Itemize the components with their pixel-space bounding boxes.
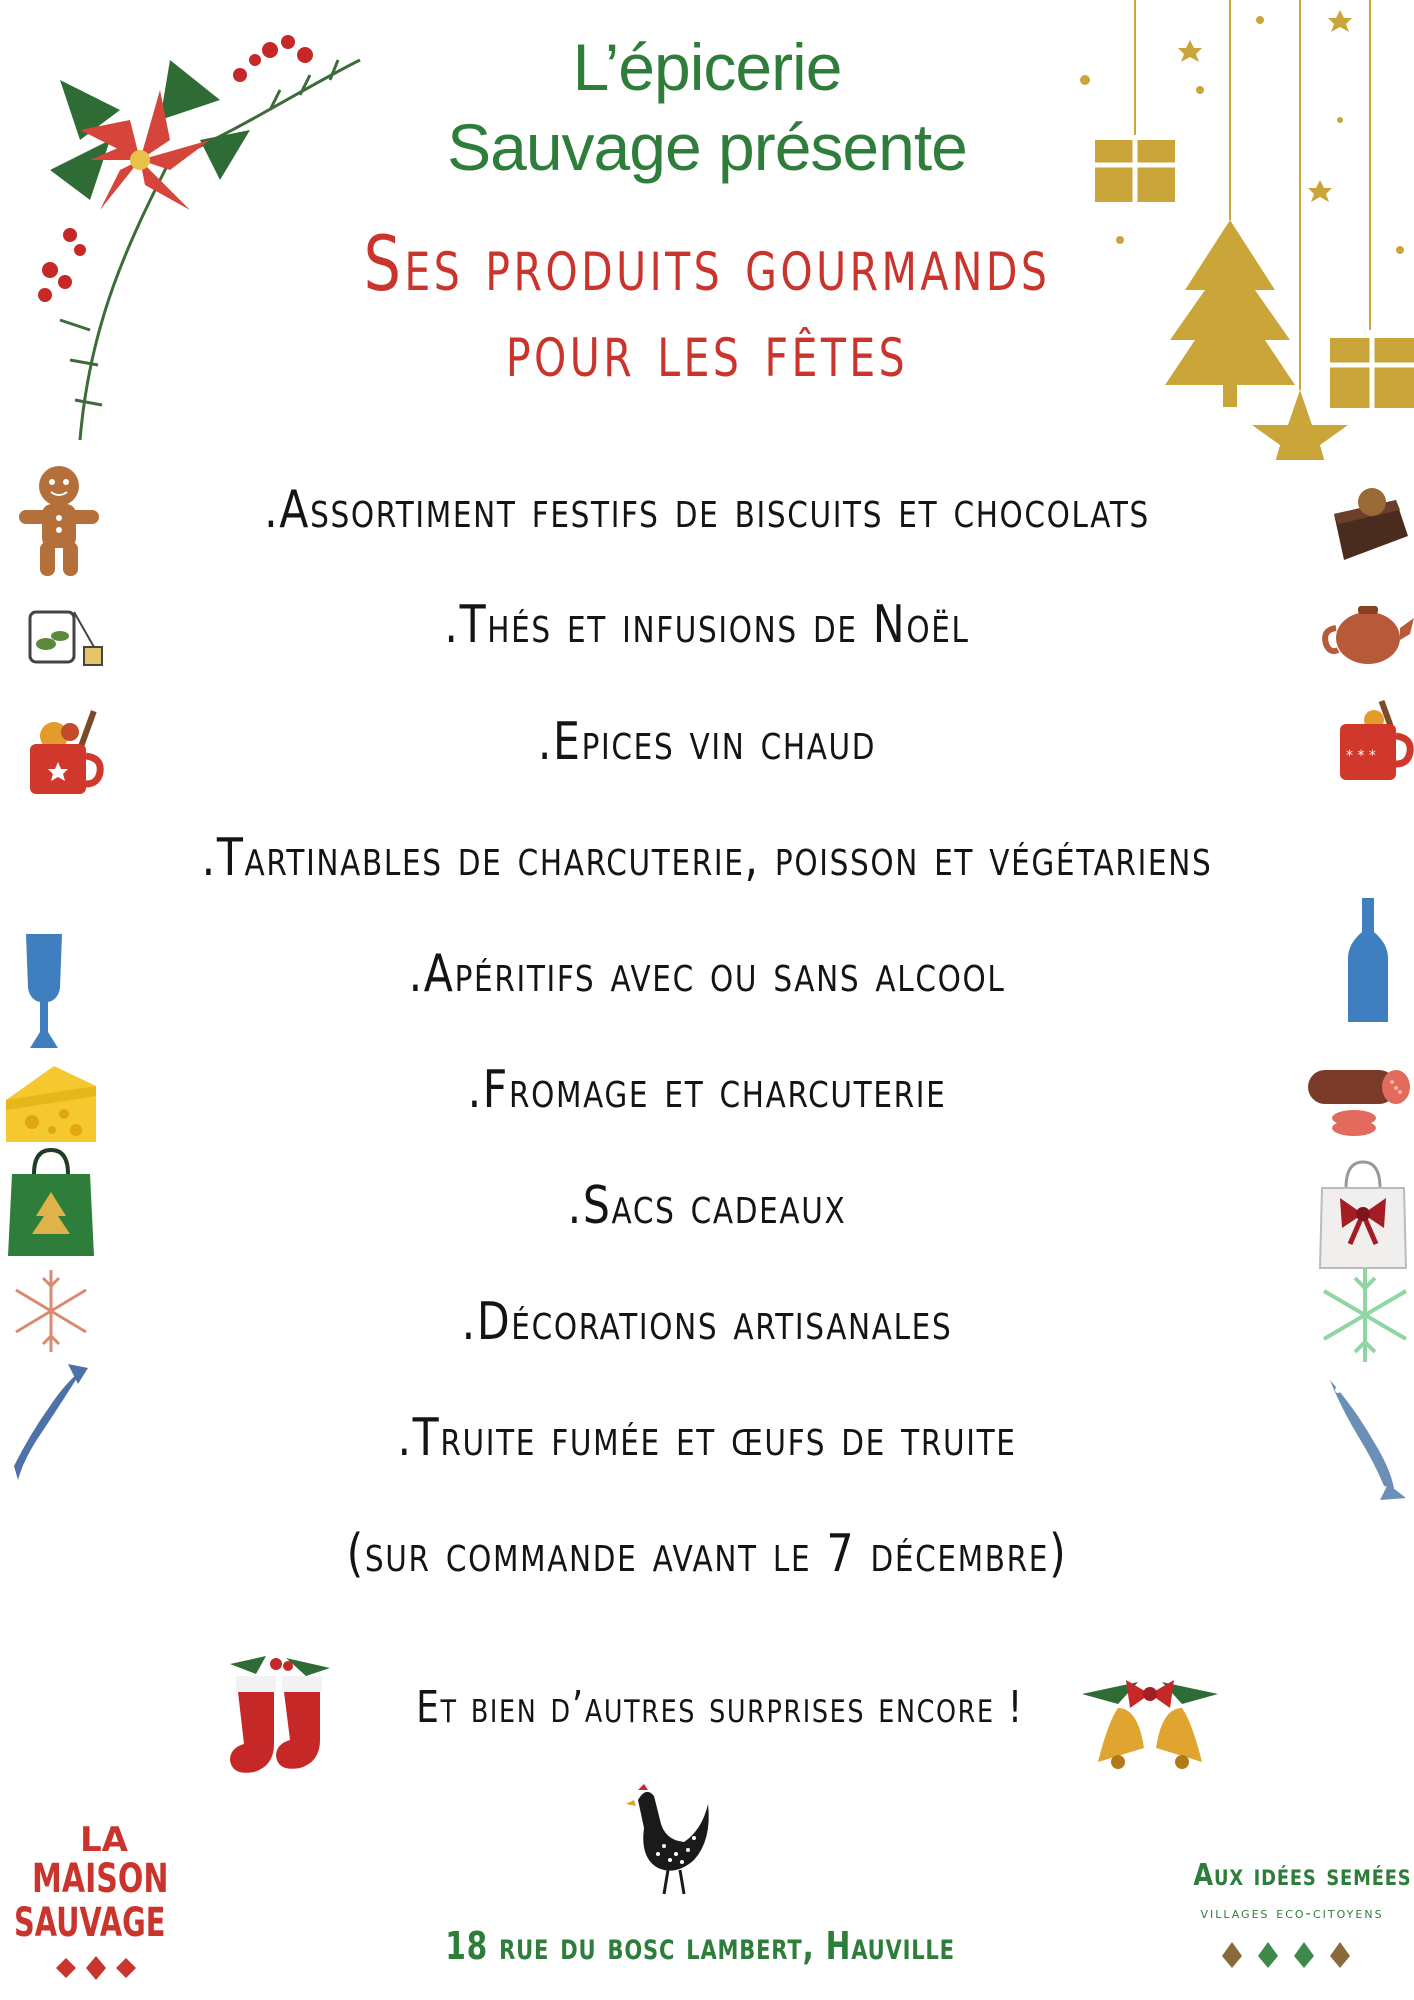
- logo-text-la: LA: [80, 1820, 128, 1860]
- bottle-icon: [1346, 896, 1390, 1024]
- bells-icon: [1078, 1664, 1222, 1774]
- product-item: .Thés et infusions de Noël: [444, 595, 970, 655]
- surprise-text: Et bien d’autres surprises encore !: [416, 1682, 1024, 1733]
- leaf-ornament-icon: [46, 1948, 146, 1988]
- cheese-icon: [2, 1056, 98, 1146]
- subtitle-line-2: pour les fêtes: [505, 305, 909, 394]
- product-item: .Assortiment festifs de biscuits et chocolats: [264, 480, 1150, 540]
- teapot-icon: [1322, 594, 1414, 668]
- logo-right-title: Aux idées semées: [1193, 1858, 1412, 1893]
- title-line-1: L’épicerie: [572, 30, 842, 104]
- christmas-mug-icon: [1338, 698, 1414, 782]
- title-line-2: Sauvage présente: [447, 110, 967, 184]
- hen-icon: [624, 1780, 712, 1898]
- leaf-row-icon: [1222, 1938, 1372, 1972]
- product-note: (sur commande avant le 7 décembre): [346, 1524, 1068, 1584]
- aux-idees-semees-logo: [1176, 1858, 1412, 1978]
- sausage-icon: [1304, 1062, 1414, 1142]
- logo-right-subtitle: villages eco-citoyens: [1200, 1904, 1384, 1922]
- product-item: .Décorations artisanales: [461, 1292, 953, 1352]
- address-text: 18 rue du bosc lambert, Hauville: [445, 1924, 955, 1968]
- product-item: .Tartinables de charcuterie, poisson et végétariens: [201, 828, 1213, 888]
- mulled-wine-mug-icon: [24, 700, 104, 800]
- snowflake-icon: [12, 1268, 90, 1354]
- svg-text:* * *: * * *: [1346, 748, 1376, 764]
- product-item: .Epices vin chaud: [537, 712, 877, 772]
- snowflake-icon: [1318, 1266, 1412, 1364]
- tea-icon: [22, 592, 106, 670]
- la-maison-sauvage-logo: [10, 1820, 180, 1990]
- wine-glass-icon: [24, 932, 64, 1050]
- fish-icon: [12, 1362, 88, 1484]
- gingerbread-icon: [14, 462, 104, 580]
- product-item: .Truite fumée et œufs de truite: [397, 1408, 1017, 1468]
- stockings-icon: [226, 1654, 336, 1784]
- gift-bag-bow-icon: [1318, 1158, 1408, 1270]
- subtitle-line-1: Ses produits gourmands: [363, 219, 1051, 308]
- product-item: .Apéritifs avec ou sans alcool: [408, 944, 1006, 1004]
- fish-icon: [1322, 1374, 1406, 1502]
- logo-text-sauvage: SAUVAGE: [14, 1900, 166, 1946]
- product-item: .Sacs cadeaux: [567, 1176, 847, 1236]
- gift-bag-icon: [8, 1146, 94, 1258]
- logo-text-maison: MAISON: [32, 1856, 169, 1902]
- chocolate-icon: [1330, 480, 1410, 564]
- product-item: .Fromage et charcuterie: [467, 1060, 947, 1120]
